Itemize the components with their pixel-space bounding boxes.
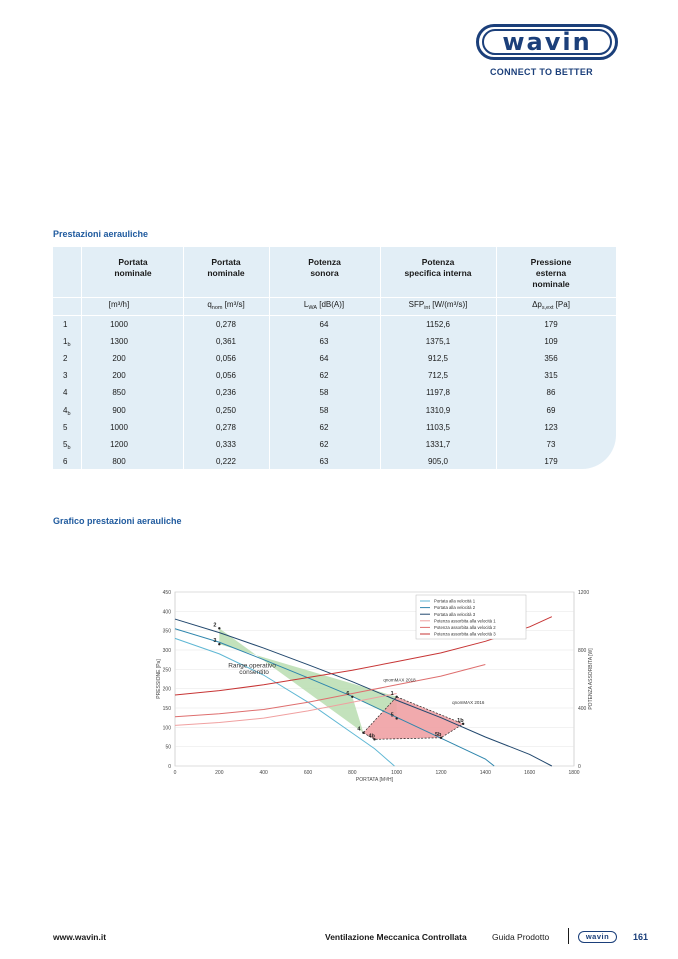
point-label: 6: [346, 690, 350, 697]
footer-divider: [568, 928, 569, 944]
row-id: 2: [63, 354, 68, 364]
table-row: [53, 317, 616, 333]
cell-q: 0,278: [215, 422, 237, 432]
y-tick-label: 250: [162, 667, 171, 674]
row-id: 1: [63, 320, 68, 329]
point-marker: [218, 643, 220, 645]
y2-tick-label: 800: [578, 648, 587, 654]
chart-annotation: qnomMAX 2016: [452, 700, 485, 706]
cell-q: 0,222: [215, 456, 237, 466]
table-row: [53, 334, 616, 350]
y2-tick-label: 400: [578, 706, 587, 712]
cell-sfp: 1375,1: [425, 337, 451, 347]
point-label: 2: [213, 622, 217, 629]
cell-sfp: 1331,7: [425, 439, 451, 449]
cell-dp: 356: [544, 354, 558, 364]
point-label: 3: [213, 638, 217, 645]
cell-dp: 123: [544, 422, 558, 432]
wavin-logo-text: wavin: [482, 29, 612, 55]
cell-portata: 1300: [110, 337, 128, 347]
cell-dp: 69: [546, 405, 556, 415]
cell-q: 0,361: [215, 337, 237, 347]
legend-entry: Portata alla velocità 2: [434, 605, 476, 611]
y-tick-label: 100: [162, 725, 171, 732]
x-tick-label: 600: [303, 770, 313, 776]
cell-q: 0,056: [215, 354, 237, 364]
cell-q: 0,278: [215, 320, 237, 329]
cell-portata: 800: [112, 456, 126, 466]
y-axis-label: PRESSIONE [Pa]: [156, 659, 162, 699]
chart-svg: [150, 585, 600, 790]
x-tick-label: 1600: [524, 770, 536, 776]
point-label: 5: [390, 712, 394, 719]
point-label: 4b: [368, 733, 375, 740]
y-tick-label: 150: [162, 706, 171, 712]
table-row: [53, 437, 616, 453]
header-potenza-specifica: Potenza specifica interna: [404, 257, 472, 278]
cell-q: 0,236: [215, 388, 237, 398]
cell-dp: 315: [544, 371, 558, 381]
cell-portata: 1000: [110, 422, 128, 432]
cell-portata: 900: [112, 405, 126, 415]
cell-lwa: 58: [319, 388, 329, 398]
x-tick-label: 1400: [479, 770, 491, 776]
page-number: 161: [633, 932, 649, 942]
row-id: 3: [63, 371, 68, 381]
chart-annotation: consentito: [239, 668, 269, 676]
y-tick-label: 50: [165, 744, 171, 751]
cell-q: 0,333: [215, 439, 237, 449]
cell-sfp: 1152,6: [426, 320, 450, 329]
point-label: 4: [357, 726, 361, 733]
row-id: $1_b$: [63, 337, 71, 349]
row-id: $4_b$: [63, 405, 71, 417]
y-tick-label: 200: [162, 686, 171, 693]
x-axis-label: PORTATA [M³/H]: [355, 777, 394, 783]
cell-dp: 86: [546, 388, 556, 398]
table-row: [53, 420, 616, 436]
unit-lwa: $L_{WA}$ [dB(A)]: [303, 300, 345, 311]
cell-lwa: 64: [319, 354, 329, 364]
cell-sfp: 712,5: [427, 371, 449, 381]
table-row: [53, 454, 616, 470]
cell-lwa: 63: [319, 456, 329, 466]
cell-lwa: 62: [319, 439, 329, 449]
y-tick-label: 350: [162, 628, 171, 635]
x-tick-label: 400: [259, 770, 268, 776]
cell-portata: 200: [112, 354, 126, 364]
cell-sfp: 905,0: [427, 456, 449, 466]
unit-portata: [m³/h]: [108, 300, 130, 309]
cell-q: 0,250: [215, 405, 237, 415]
unit-sfp: $SFP_{int}$ [W/(m³/s)]: [408, 300, 468, 311]
cell-q: 0,056: [215, 371, 237, 381]
cell-lwa: 62: [319, 422, 329, 432]
legend-entry: Portata alla velocità 3: [434, 611, 476, 617]
header-pressione-esterna: Pressione esterna nominale: [530, 257, 572, 289]
table-row: [53, 403, 616, 419]
x-tick-label: 800: [348, 770, 357, 776]
cell-dp: 109: [544, 337, 558, 347]
point-marker: [395, 696, 397, 698]
point-label: 1: [390, 690, 394, 697]
cell-dp: 179: [544, 320, 558, 329]
point-label: 1b: [457, 717, 464, 724]
section-title-grafico: Grafico prestazioni aerauliche: [53, 516, 182, 526]
units-row: [53, 297, 616, 315]
x-tick-label: 1200: [435, 770, 447, 776]
y2-tick-label: 0: [578, 764, 581, 770]
cell-sfp: 1310,9: [425, 405, 451, 415]
y-tick-label: 400: [162, 609, 171, 616]
cell-sfp: 1103,5: [426, 422, 450, 432]
header-portata-nominale-q: Portata nominale: [207, 257, 245, 278]
cell-portata: 200: [112, 371, 126, 381]
point-marker: [351, 696, 353, 698]
footer-title: Ventilazione Meccanica Controllata: [325, 932, 467, 942]
point-label: 5b: [435, 731, 442, 738]
footer-subtitle: Guida Prodotto: [492, 932, 550, 942]
row-id: 6: [63, 456, 68, 466]
cell-portata: 1000: [110, 320, 128, 329]
wavin-logo: [476, 24, 618, 60]
footer-wavin-logo: wavin: [578, 931, 617, 943]
chart-annotation: Range operativo: [228, 662, 276, 670]
brand-tagline: CONNECT TO BETTER: [490, 67, 593, 77]
section-title-prestazioni: Prestazioni aerauliche: [53, 229, 149, 239]
legend-entry: Portata alla velocità 1: [434, 598, 476, 604]
y2-axis-label: POTENZA ASSORBITA [W]: [588, 648, 594, 710]
y2-tick-label: 1200: [578, 590, 590, 596]
point-marker: [218, 627, 220, 629]
unit-dp: $\Delta p_{s,ext}$ [Pa]: [532, 300, 570, 311]
cell-dp: 179: [544, 456, 558, 466]
legend-entry: Potenza assorbita alla velocità 2: [434, 625, 496, 630]
x-tick-label: 0: [173, 770, 177, 776]
y-tick-label: 0: [168, 764, 171, 770]
performance-chart: [150, 585, 600, 790]
cell-lwa: 64: [319, 320, 329, 329]
cell-lwa: 62: [319, 371, 329, 381]
cell-dp: 73: [546, 439, 556, 449]
unit-q: $q_{nom}$ [m³/s]: [207, 300, 245, 311]
row-id: 4: [63, 388, 68, 398]
cell-portata: 850: [112, 388, 126, 398]
point-marker: [395, 717, 397, 719]
cell-sfp: 1197,8: [426, 388, 450, 398]
row-id: 5: [63, 422, 68, 432]
x-tick-label: 200: [215, 770, 224, 776]
table-row: [53, 385, 616, 401]
cell-sfp: 912,5: [427, 354, 449, 364]
y-tick-label: 450: [162, 590, 171, 596]
table-row: [53, 368, 616, 384]
x-tick-label: 1000: [391, 770, 403, 776]
header-portata-nominale: Portata nominale: [114, 257, 152, 278]
chart-annotation: qnomMAX 2018: [383, 677, 416, 683]
legend-entry: Potenza assorbita alla velocità 1: [434, 618, 496, 624]
legend-entry: Potenza assorbita alla velocità 3: [434, 631, 496, 637]
table-row: [53, 351, 616, 367]
point-marker: [362, 732, 364, 734]
cell-lwa: 63: [319, 337, 329, 347]
y-tick-label: 300: [162, 648, 171, 654]
cell-portata: 1200: [110, 439, 128, 449]
row-id: $5_b$: [63, 439, 71, 451]
x-tick-label: 1800: [568, 770, 580, 776]
header-potenza-sonora: Potenza sonora: [308, 257, 341, 278]
cell-lwa: 58: [319, 405, 329, 415]
performance-table: [53, 247, 616, 469]
footer-website[interactable]: www.wavin.it: [53, 932, 107, 942]
